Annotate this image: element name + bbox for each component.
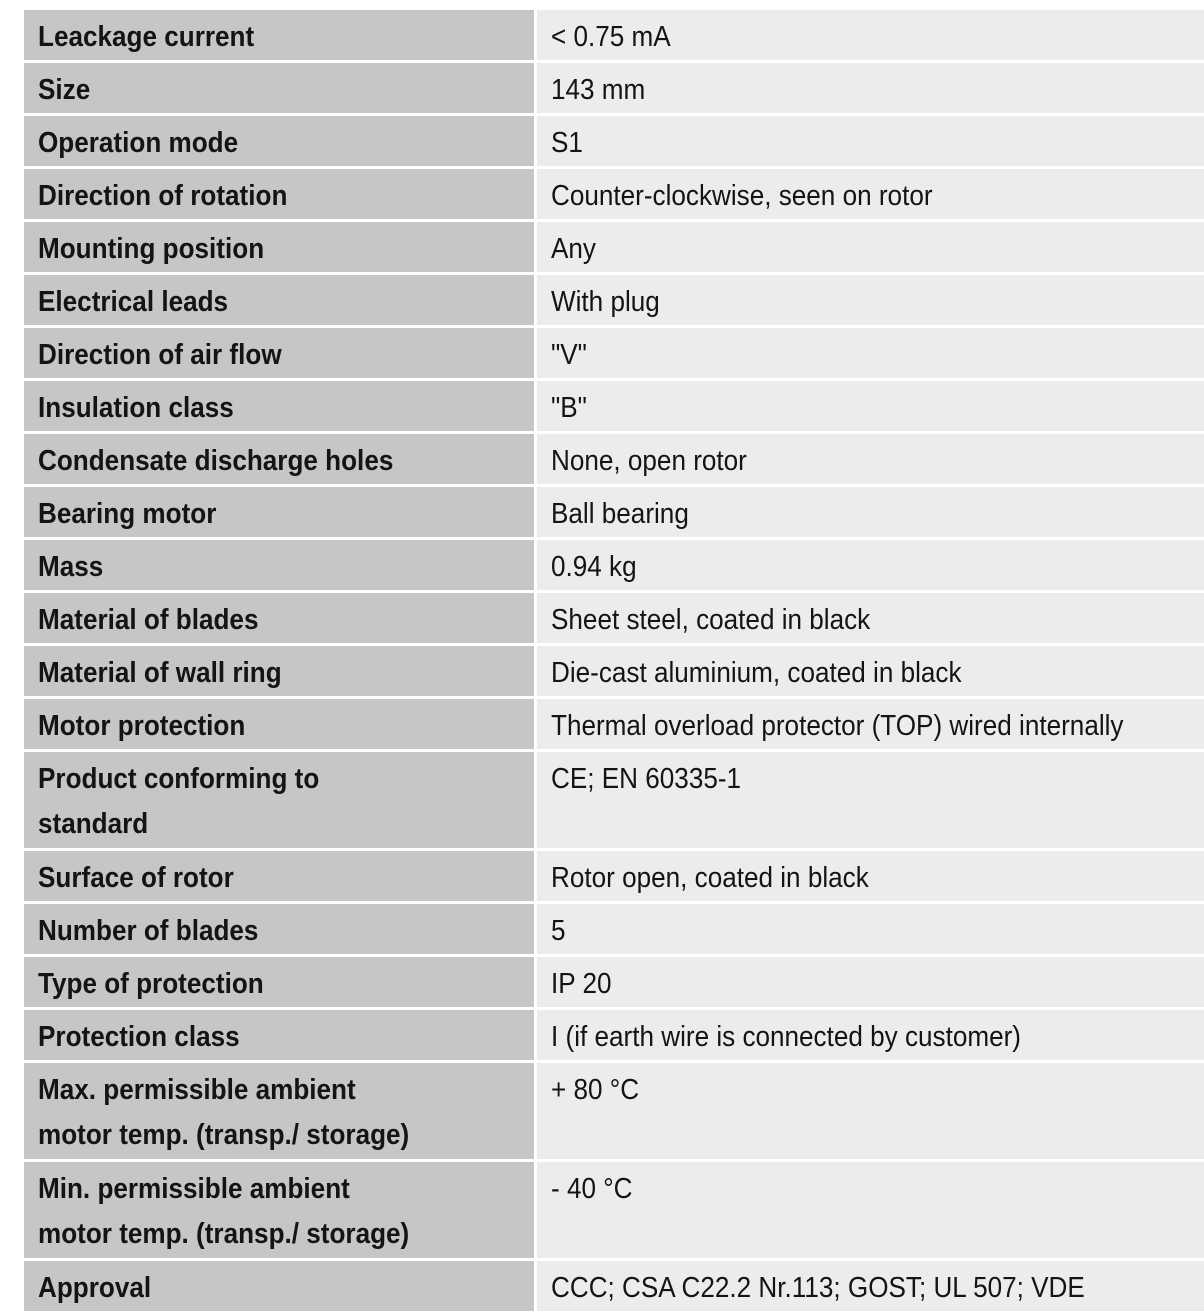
spec-label-line: Insulation class [38, 392, 234, 424]
spec-value [537, 63, 1204, 113]
spec-value-text: Counter-clockwise, seen on rotor [551, 180, 933, 212]
spec-label [24, 275, 534, 325]
table-row [24, 10, 1204, 60]
spec-label-line: Size [38, 74, 91, 106]
spec-value-text: Rotor open, coated in black [551, 862, 869, 894]
table-row [24, 1162, 1204, 1258]
spec-label [24, 1010, 534, 1060]
spec-label [24, 593, 534, 643]
spec-value-text: S1 [551, 127, 583, 159]
spec-label-line: Bearing motor [38, 498, 217, 530]
spec-label-line: Material of wall ring [38, 657, 282, 689]
spec-value [537, 904, 1204, 954]
table-row [24, 169, 1204, 219]
spec-value [537, 752, 1204, 848]
table-row [24, 1261, 1204, 1311]
table-row [24, 699, 1204, 749]
spec-label-line: Leackage current [38, 21, 255, 53]
spec-label-line: Type of protection [38, 968, 264, 1000]
spec-value [537, 328, 1204, 378]
spec-label [24, 169, 534, 219]
spec-value [537, 1010, 1204, 1060]
spec-value [537, 1261, 1204, 1311]
spec-value [537, 275, 1204, 325]
spec-value-text: I (if earth wire is connected by customer) [551, 1021, 1021, 1053]
spec-label [24, 10, 534, 60]
spec-label [24, 222, 534, 272]
spec-label [24, 63, 534, 113]
spec-label-line: Mass [38, 551, 104, 583]
table-row [24, 904, 1204, 954]
table-row [24, 593, 1204, 643]
spec-value-text: None, open rotor [551, 445, 747, 477]
spec-value [537, 646, 1204, 696]
spec-value [537, 169, 1204, 219]
spec-value-text: Die-cast aluminium, coated in black [551, 657, 962, 689]
spec-label [24, 1063, 534, 1159]
spec-value [537, 10, 1204, 60]
table-row [24, 540, 1204, 590]
table-row [24, 434, 1204, 484]
table-row [24, 63, 1204, 113]
spec-value-text: + 80 °C [551, 1074, 640, 1106]
spec-value-text: "B" [551, 392, 587, 424]
spec-label [24, 851, 534, 901]
spec-value-text: "V" [551, 339, 587, 371]
spec-label [24, 381, 534, 431]
spec-value [537, 593, 1204, 643]
spec-label-line: Electrical leads [38, 286, 229, 318]
spec-label-line: Product conforming to [38, 763, 320, 795]
spec-label-line: standard [38, 808, 149, 840]
spec-value [537, 1162, 1204, 1258]
spec-value-text: CCC; CSA C22.2 Nr.113; GOST; UL 507; VDE [551, 1272, 1085, 1304]
spec-label-line: Protection class [38, 1021, 240, 1053]
table-row [24, 752, 1204, 848]
spec-label [24, 1162, 534, 1258]
table-row [24, 957, 1204, 1007]
table-row [24, 487, 1204, 537]
spec-label [24, 540, 534, 590]
spec-value-text: Sheet steel, coated in black [551, 604, 871, 636]
spec-value-text: Any [551, 233, 596, 265]
spec-value-text: Thermal overload protector (TOP) wired internally [551, 710, 1124, 742]
spec-label [24, 1261, 534, 1311]
spec-value [537, 851, 1204, 901]
spec-value [537, 699, 1204, 749]
spec-value-text: IP 20 [551, 968, 612, 1000]
spec-label-line: motor temp. (transp./ storage) [38, 1119, 410, 1151]
spec-value [537, 957, 1204, 1007]
spec-value-text: Ball bearing [551, 498, 689, 530]
spec-label-line: Motor protection [38, 710, 246, 742]
spec-value [537, 487, 1204, 537]
table-row [24, 381, 1204, 431]
table-row [24, 646, 1204, 696]
spec-label-line: Number of blades [38, 915, 259, 947]
spec-value [537, 1063, 1204, 1159]
spec-label-line: Operation mode [38, 127, 239, 159]
spec-value-text: CE; EN 60335-1 [551, 763, 742, 795]
table-row [24, 1010, 1204, 1060]
spec-label-line: Direction of rotation [38, 180, 288, 212]
table-row [24, 275, 1204, 325]
spec-label-line: Material of blades [38, 604, 259, 636]
table-row [24, 1063, 1204, 1159]
spec-label-line: Mounting position [38, 233, 265, 265]
spec-label [24, 957, 534, 1007]
spec-label [24, 699, 534, 749]
spec-label-line: motor temp. (transp./ storage) [38, 1218, 410, 1250]
spec-label-line: Max. permissible ambient [38, 1074, 356, 1106]
table-row [24, 116, 1204, 166]
spec-label [24, 904, 534, 954]
spec-value-text: - 40 °C [551, 1173, 633, 1205]
spec-value-text: < 0.75 mA [551, 21, 671, 53]
spec-value [537, 540, 1204, 590]
table-row [24, 851, 1204, 901]
spec-label-line: Direction of air flow [38, 339, 282, 371]
table-row [24, 328, 1204, 378]
spec-value [537, 222, 1204, 272]
spec-label-line: Surface of rotor [38, 862, 234, 894]
spec-value [537, 434, 1204, 484]
spec-value [537, 381, 1204, 431]
spec-value-text: 0.94 kg [551, 551, 637, 583]
spec-label-line: Approval [38, 1272, 152, 1304]
spec-label [24, 646, 534, 696]
spec-table [24, 10, 1204, 1311]
spec-value [537, 116, 1204, 166]
table-row [24, 222, 1204, 272]
spec-label [24, 328, 534, 378]
spec-value-text: 5 [551, 915, 566, 947]
spec-label-line: Condensate discharge holes [38, 445, 394, 477]
spec-value-text: 143 mm [551, 74, 646, 106]
spec-label [24, 116, 534, 166]
spec-label-line: Min. permissible ambient [38, 1173, 350, 1205]
spec-label [24, 487, 534, 537]
spec-value-text: With plug [551, 286, 660, 318]
spec-label [24, 752, 534, 848]
spec-label [24, 434, 534, 484]
